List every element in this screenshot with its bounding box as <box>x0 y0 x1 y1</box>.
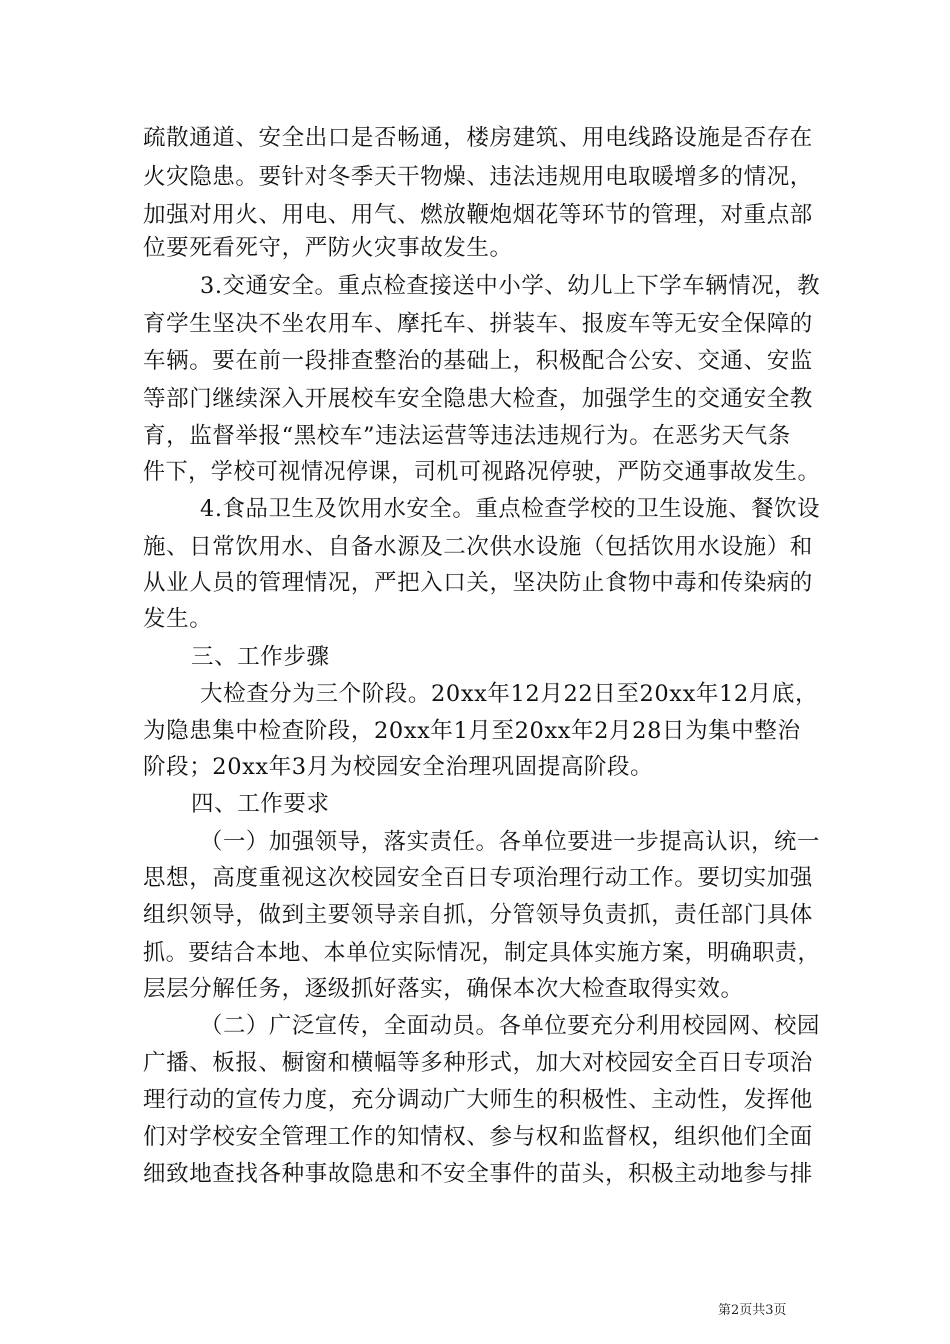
text-line: （二）广泛宣传，全面动员。各单位要充分利用校园网、校园 <box>200 1013 820 1039</box>
text-line: 阶段；20xx年3月为校园安全治理巩固提高阶段。 <box>143 754 654 780</box>
text-line: 们对学校安全管理工作的知情权、参与权和监督权，组织他们全面 <box>143 1124 813 1150</box>
text-line: 大检查分为三个阶段。20xx年12月22日至20xx年12月底， <box>200 681 819 707</box>
text-line: 3.交通安全。重点检查接送中小学、幼儿上下学车辆情况，教 <box>200 273 821 299</box>
text-line: 从业人员的管理情况，严把入口关，坚决防止食物中毒和传染病的 <box>143 570 813 596</box>
page-number: 第2页共3页 <box>718 1303 787 1318</box>
text-line: 位要死看死守，严防火灾事故发生。 <box>143 235 513 261</box>
text-line: 加强对用火、用电、用气、燃放鞭炮烟花等环节的管理，对重点部 <box>143 202 813 228</box>
text-line: 施、日常饮用水、自备水源及二次供水设施（包括饮用水设施）和 <box>143 534 813 560</box>
text-line: 疏散通道、安全出口是否畅通，楼房建筑、用电线路设施是否存在 <box>143 125 813 151</box>
text-line: 车辆。要在前一段排查整治的基础上，积极配合公安、交通、安监 <box>143 348 813 374</box>
section-heading: 四、工作要求 <box>191 791 330 817</box>
text-line: 思想，高度重视这次校园安全百日专项治理行动工作。要切实加强 <box>143 865 813 891</box>
text-line: 为隐患集中检查阶段，20xx年1月至20xx年2月28日为集中整治 <box>143 718 801 744</box>
section-heading: 三、工作步骤 <box>191 644 330 670</box>
text-line: 火灾隐患。要针对冬季天干物燥、违法违规用电取暖增多的情况， <box>143 164 813 190</box>
text-line: 等部门继续深入开展校车安全隐患大检查，加强学生的交通安全教 <box>143 386 813 412</box>
text-line: 4.食品卫生及饮用水安全。重点检查学校的卫生设施、餐饮设 <box>200 496 821 522</box>
text-line: （一）加强领导，落实责任。各单位要进一步提高认识，统一 <box>200 829 820 855</box>
text-line: 发生。 <box>143 606 213 632</box>
text-line: 抓。要结合本地、本单位实际情况，制定具体实施方案，明确职责， <box>143 940 821 966</box>
text-line: 层层分解任务，逐级抓好落实，确保本次大检查取得实效。 <box>143 976 744 1002</box>
text-line: 理行动的宣传力度，充分调动广大师生的积极性、主动性，发挥他 <box>143 1087 813 1113</box>
text-line: 细致地查找各种事故隐患和不安全事件的苗头，积极主动地参与排 <box>143 1161 813 1187</box>
text-line: 广播、板报、橱窗和横幅等多种形式，加大对校园安全百日专项治 <box>143 1050 813 1076</box>
text-line: 育，监督举报“黑校车”违法运营等违法违规行为。在恶劣天气条 <box>143 423 791 449</box>
text-line: 组织领导，做到主要领导亲自抓，分管领导负责抓，责任部门具体 <box>143 902 813 928</box>
text-line: 育学生坚决不坐农用车、摩托车、拼装车、报废车等无安全保障的 <box>143 311 813 337</box>
text-line: 件下，学校可视情况停课，司机可视路况停驶，严防交通事故发生。 <box>143 459 821 485</box>
